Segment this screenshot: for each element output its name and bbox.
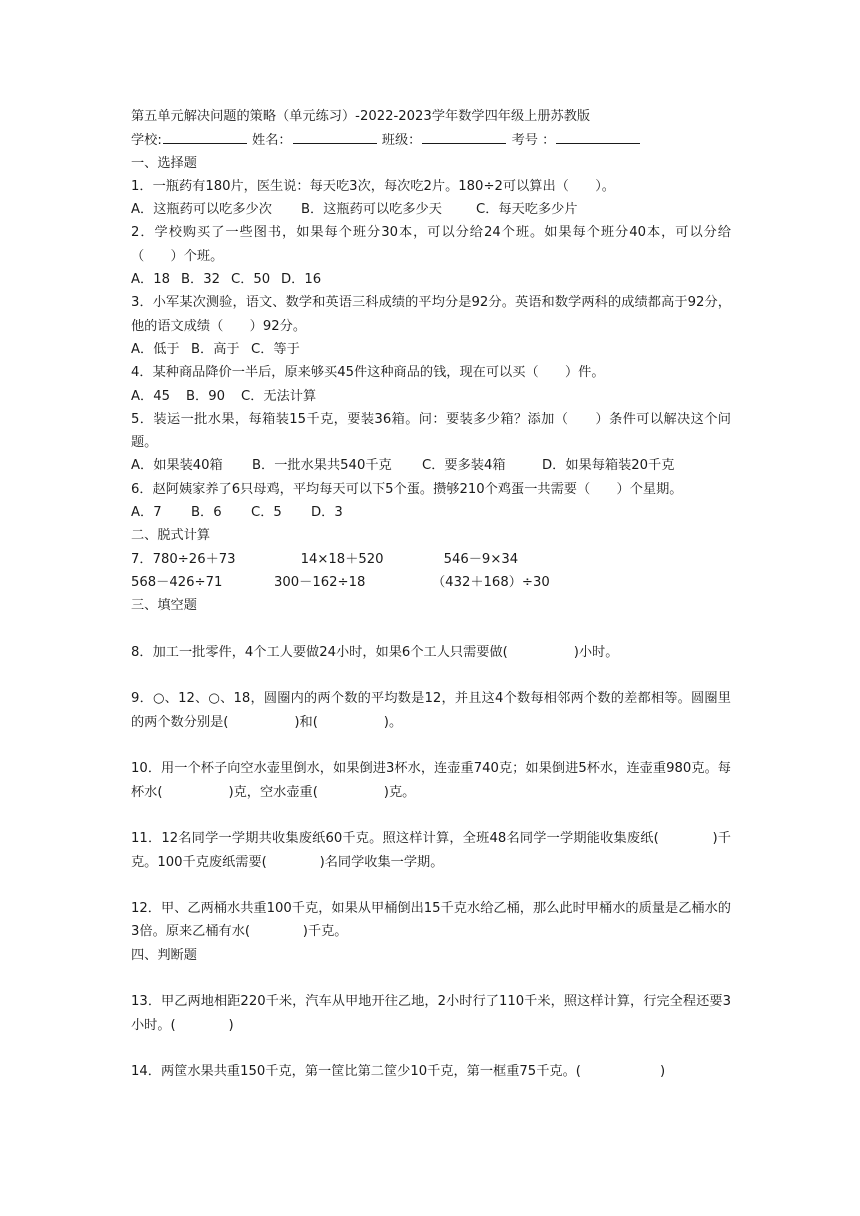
option-b[interactable]: B．90 xyxy=(186,388,226,404)
question-14: 14．两筐水果共重150千克，第一筐比第二筐少10千克，第一框重75千克。( ) xyxy=(131,1064,666,1080)
option-a[interactable]: A．如果装40箱 xyxy=(131,458,223,474)
section-heading-choice: 一、选择题 xyxy=(131,155,197,171)
option-a[interactable]: A．18 xyxy=(131,272,170,288)
question-13: 13．甲乙两地相距220千米，汽车从甲地开往乙地，2小时行了110千米，照这样计算，行完全程还要3小时。( ) xyxy=(131,994,731,1033)
option-d[interactable]: D．如果每箱装20千克 xyxy=(542,458,675,474)
calc-item: 14×18＋520 xyxy=(300,551,384,567)
question-9: 9．○、12、○、18，圆圈内的两个数的平均数是12，并且这4个数每相邻两个数的差都相等。圆圈里的两个数分别是( )和( )。 xyxy=(131,691,731,730)
option-c[interactable]: C．50 xyxy=(231,272,271,288)
question-1-stem: 1．一瓶药有180片，医生说：每天吃3次，每次吃2片。180÷2可以算出（ ）。 xyxy=(131,178,615,194)
section-heading-judgement: 四、判断题 xyxy=(131,947,197,963)
calc-item: 546－9×34 xyxy=(443,551,519,567)
question-2-stem: 2．学校购买了一些图书，如果每个班分30本，可以分给24个班。如果每个班分40本，可以分给（ ）个班。 xyxy=(131,225,731,264)
class-blank[interactable] xyxy=(422,128,506,144)
option-c[interactable]: C．5 xyxy=(251,505,282,521)
option-a[interactable]: A．这瓶药可以吃多少次 xyxy=(131,202,272,218)
question-5-stem: 5．装运一批水果，每箱装15千克，要装36箱。问：要装多少箱？添加（ ）条件可以解决这个问题。 xyxy=(131,411,731,451)
option-c[interactable]: C．无法计算 xyxy=(241,388,317,404)
student-info-row xyxy=(131,128,731,151)
question-12: 12．甲、乙两桶水共重100千克，如果从甲桶倒出15千克水给乙桶，那么此时甲桶水的质量是乙桶水的3倍。原来乙桶有水( )千克。 xyxy=(131,901,731,940)
question-6-options xyxy=(131,501,731,524)
calc-item: 780÷26＋73 xyxy=(152,551,236,567)
calc-item: （432＋168）÷30 xyxy=(432,574,550,590)
question-4-options xyxy=(131,385,731,408)
option-a[interactable]: A．7 xyxy=(131,505,162,521)
question-7-label: 7． xyxy=(131,551,153,567)
question-4-stem: 4．某种商品降价一半后，原来够买45件这种商品的钱，现在可以买（ ）件。 xyxy=(131,365,605,381)
question-3-stem: 3．小军某次测验，语文、数学和英语三科成绩的平均分是92分。英语和数学两科的成绩都高于92分，他的语文成绩（ ）92分。 xyxy=(131,295,731,334)
page-title: 第五单元解决问题的策略（单元练习）-2022-2023学年数学四年级上册苏教版 xyxy=(131,109,591,124)
worksheet xyxy=(131,105,731,1083)
option-b[interactable]: B．6 xyxy=(191,505,222,521)
section-heading-fill-blank: 三、填空题 xyxy=(131,598,197,614)
calc-item: 300－162÷18 xyxy=(274,574,366,590)
question-6-stem: 6．赵阿姨家养了6只母鸡，平均每天可以下5个蛋。攒够210个鸡蛋一共需要（ ）个星期。 xyxy=(131,481,683,497)
question-8: 8．加工一批零件，4个工人要做24小时，如果6个工人只需要做( )小时。 xyxy=(131,644,619,660)
option-b[interactable]: B．这瓶药可以吃多少天 xyxy=(301,202,442,218)
id-blank[interactable] xyxy=(556,128,640,144)
question-10: 10．用一个杯子向空水壶里倒水，如果倒进3杯水，连壶重740克；如果倒进5杯水，连壶重980克。每杯水( )克，空水壶重( )克。 xyxy=(131,761,731,800)
option-c[interactable]: C．等于 xyxy=(251,341,300,357)
school-blank[interactable] xyxy=(163,128,247,144)
option-b[interactable]: B．高于 xyxy=(191,341,240,357)
id-label: 考号 ： xyxy=(511,133,556,149)
name-blank[interactable] xyxy=(293,128,377,144)
school-label: 学校: xyxy=(131,133,162,149)
option-b[interactable]: B．32 xyxy=(181,272,221,288)
calculation-row-1 xyxy=(131,548,731,571)
option-c[interactable]: C．每天吃多少片 xyxy=(476,202,578,218)
calculation-row-2 xyxy=(131,571,731,594)
question-3-options xyxy=(131,338,731,361)
question-5-options xyxy=(131,454,731,477)
question-11: 11．12名同学一学期共收集废纸60千克。照这样计算，全班48名同学一学期能收集废纸( )千克。100千克废纸需要( )名同学收集一学期。 xyxy=(131,831,731,870)
option-d[interactable]: D．16 xyxy=(281,272,322,288)
option-a[interactable]: A．低于 xyxy=(131,341,180,357)
name-label: 姓名： xyxy=(252,133,292,149)
section-heading-calculation: 二、脱式计算 xyxy=(131,528,211,544)
class-label: 班级： xyxy=(381,133,422,149)
option-b[interactable]: B．一批水果共540千克 xyxy=(252,458,392,474)
question-2-options xyxy=(131,268,731,291)
option-c[interactable]: C．要多装4箱 xyxy=(422,458,506,474)
option-a[interactable]: A．45 xyxy=(131,388,170,404)
option-d[interactable]: D．3 xyxy=(311,505,343,521)
calc-item: 568－426÷71 xyxy=(131,574,223,590)
question-1-options xyxy=(131,198,731,221)
